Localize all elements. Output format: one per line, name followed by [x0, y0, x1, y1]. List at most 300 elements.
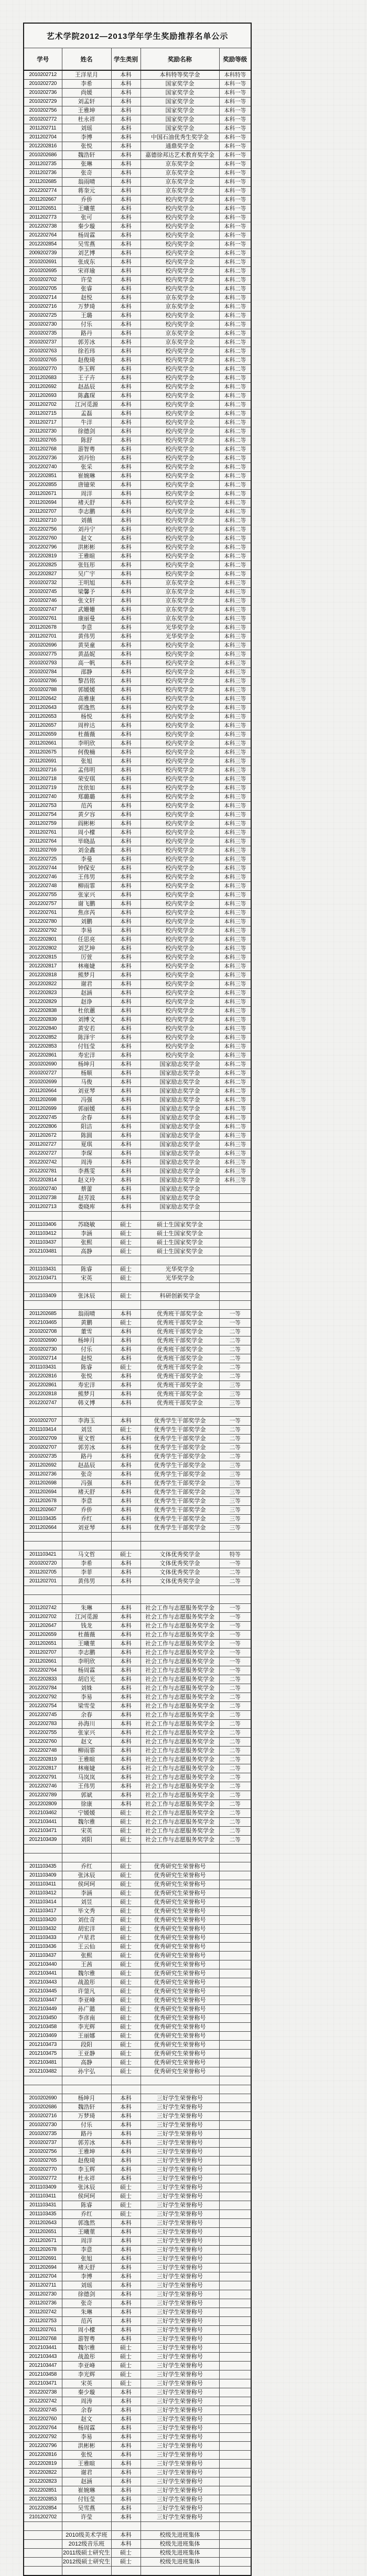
name-cell: 黄昊童	[62, 641, 111, 650]
student-id-cell: 2011202664	[24, 1524, 62, 1533]
award-name-cell: 硕士生国家奖学金	[141, 1247, 219, 1256]
award-level-cell	[219, 2460, 251, 2469]
award-level-cell	[219, 1996, 251, 2005]
student-id-cell: 2010202730	[24, 1345, 62, 1354]
name-cell: 孟磊	[62, 409, 111, 418]
award-level-cell	[219, 1283, 251, 1292]
table-row	[24, 935, 251, 944]
student-id-cell	[24, 2567, 62, 2576]
name-cell: 陈泽宇	[62, 1033, 111, 1042]
table-row	[24, 2290, 251, 2299]
award-name-cell	[141, 1256, 219, 1265]
award-name-cell: 国家励志奖学金	[141, 1194, 219, 1203]
student-type-cell: 本科	[111, 873, 141, 882]
award-name-cell: 京东奖学金	[141, 160, 219, 169]
student-id-cell: 2101202702	[24, 2513, 62, 2522]
table-row	[24, 1025, 251, 1033]
table-row	[24, 1559, 251, 1568]
student-id-cell: 2012202801	[24, 935, 62, 944]
award-level-cell	[219, 2281, 251, 2290]
name-cell: 任思亮	[62, 935, 111, 944]
name-cell: 熊梦月	[62, 971, 111, 980]
award-name-cell: 优秀研究生荣誉称号	[141, 2023, 219, 2032]
table-row	[24, 766, 251, 775]
award-name-cell: 三好学生荣誉称号	[141, 2255, 219, 2264]
name-cell: 赵悦	[62, 1354, 111, 1363]
table-row	[24, 2451, 251, 2460]
table-row	[24, 1907, 251, 1916]
student-type-cell: 本科	[111, 668, 141, 677]
student-id-cell: 2011103435	[24, 1515, 62, 1524]
award-level-cell	[219, 1898, 251, 1907]
name-cell: 蒋奎元	[62, 187, 111, 196]
name-cell: 寿宏洋	[62, 1381, 111, 1390]
student-id-cell: 2010202707	[24, 1443, 62, 1452]
student-type-cell: 本科	[111, 276, 141, 285]
award-level-cell	[219, 2219, 251, 2228]
student-type-cell: 硕士	[111, 2379, 141, 2388]
student-id-cell: 2011202736	[24, 2299, 62, 2308]
award-level-cell	[219, 2272, 251, 2281]
student-type-cell: 本科	[111, 2397, 141, 2406]
student-id-cell: 2010202793	[24, 659, 62, 668]
name-cell: 赵涵	[62, 2477, 111, 2486]
award-level-cell: 本科三等	[219, 953, 251, 962]
name-cell: 王雅坤	[62, 106, 111, 115]
award-name-cell: 三好学生荣誉称号	[141, 2103, 219, 2112]
award-name-cell: 校内奖学金	[141, 490, 219, 499]
student-id-cell: 2012103443	[24, 1978, 62, 1987]
name-cell: 褚天舒	[62, 499, 111, 508]
award-name-cell: 优秀研究生荣誉称号	[141, 1943, 219, 1952]
student-type-cell: 硕士	[111, 2050, 141, 2058]
award-name-cell: 优秀学生干部奖学金	[141, 1452, 219, 1461]
table-row	[24, 2165, 251, 2174]
student-id-cell: 2012202851	[24, 2486, 62, 2495]
award-name-cell: 校内奖学金	[141, 775, 219, 784]
student-id-cell: 2012202796	[24, 2442, 62, 2451]
award-level-cell: 本科三等	[219, 1149, 251, 1158]
award-level-cell	[219, 1907, 251, 1916]
name-cell: 熊梦月	[62, 1390, 111, 1399]
student-type-cell: 本科	[111, 597, 141, 606]
table-row	[24, 481, 251, 490]
award-name-cell: 优秀学生干部奖学金	[141, 1488, 219, 1497]
table-row	[24, 1417, 251, 1426]
award-level-cell: 本科三等	[219, 650, 251, 659]
student-type-cell: 本科	[111, 739, 141, 748]
student-type-cell: 本科	[111, 1007, 141, 1016]
table-row	[24, 2183, 251, 2192]
award-level-cell	[219, 2139, 251, 2148]
name-cell: 孙宇弘	[62, 2067, 111, 2076]
student-type-cell: 本科	[111, 1648, 141, 1657]
table-row	[24, 2032, 251, 2041]
award-level-cell: 二等	[219, 1443, 251, 1452]
award-level-cell: 本科二等	[219, 267, 251, 276]
name-cell: 宁媛媛	[62, 1809, 111, 1818]
student-id-cell	[24, 2549, 62, 2558]
table-row	[24, 258, 251, 267]
name-cell: 刘阳	[62, 1836, 111, 1845]
student-id-cell: 2012103475	[24, 2050, 62, 2058]
name-cell	[62, 1542, 111, 1550]
student-type-cell: 本科	[111, 926, 141, 935]
name-cell: 唐镱荣	[62, 481, 111, 490]
name-cell: 郭芳冰	[62, 338, 111, 347]
student-type-cell: 本科	[111, 971, 141, 980]
student-id-cell: 2011202685	[24, 1310, 62, 1319]
student-id-cell: 2010202747	[24, 606, 62, 615]
award-level-cell: 一等	[219, 1666, 251, 1675]
student-type-cell: 本科	[111, 383, 141, 392]
table-row	[24, 454, 251, 463]
award-name-cell: 光华奖学金	[141, 623, 219, 632]
award-level-cell: 本科三等	[219, 695, 251, 704]
student-id-cell: 2010202775	[24, 650, 62, 659]
table-row	[24, 2540, 251, 2549]
award-name-cell: 校内奖学金	[141, 481, 219, 490]
student-type-cell	[111, 1212, 141, 1221]
student-id-cell	[24, 2531, 62, 2540]
name-cell	[62, 2085, 111, 2094]
name-cell: 马文哲	[62, 1550, 111, 1559]
award-level-cell: 本科三等	[219, 918, 251, 926]
award-level-cell: 二等	[219, 1577, 251, 1586]
student-id-cell: 2011202711	[24, 2281, 62, 2290]
student-id-cell: 2011202735	[24, 160, 62, 169]
student-type-cell: 本科	[111, 204, 141, 213]
name-cell: 高静	[62, 1247, 111, 1256]
award-level-cell: 本科二等	[219, 1087, 251, 1096]
table-row	[24, 1443, 251, 1452]
student-type-cell: 本科	[111, 677, 141, 686]
student-type-cell: 本科	[111, 196, 141, 204]
award-level-cell: 本科三等	[219, 1016, 251, 1025]
student-id-cell: 2012202745	[24, 2406, 62, 2415]
student-type-cell: 本科	[111, 1336, 141, 1345]
award-name-cell: 优秀研究生荣誉称号	[141, 1934, 219, 1943]
award-name-cell: 国家奖学金	[141, 124, 219, 133]
table-row	[24, 1640, 251, 1648]
student-type-cell: 本科	[111, 2460, 141, 2469]
award-level-cell: 二等	[219, 1747, 251, 1755]
award-level-cell	[219, 2032, 251, 2041]
student-id-cell: 2011103431	[24, 1363, 62, 1372]
student-type-cell: 硕士	[111, 1987, 141, 1996]
student-type-cell: 本科	[111, 2442, 141, 2451]
table-row	[24, 2460, 251, 2469]
student-id-cell: 2012202833	[24, 1675, 62, 1684]
name-cell: 马岚岚	[62, 1773, 111, 1782]
name-cell: 刘瑶	[62, 2281, 111, 2290]
student-type-cell: 本科	[111, 2281, 141, 2290]
student-id-cell: 2012202725	[24, 855, 62, 864]
student-id-cell: 2010202772	[24, 2174, 62, 2183]
award-name-cell: 京东奖学金	[141, 294, 219, 303]
student-id-cell: 2011202742	[24, 1604, 62, 1613]
student-id-cell: 2010202740	[24, 1185, 62, 1194]
student-type-cell: 硕士	[111, 1871, 141, 1880]
name-cell: 李博	[62, 2272, 111, 2281]
name-cell: 李易	[62, 2433, 111, 2442]
name-cell: 魏尔雅	[62, 1969, 111, 1978]
name-cell: 王丽娜	[62, 2032, 111, 2041]
student-id-cell: 2012202829	[24, 998, 62, 1007]
name-cell: 李涵	[62, 1230, 111, 1238]
award-name-cell: 三好学生荣誉称号	[141, 2228, 219, 2237]
award-name-cell: 社会工作与志愿服务奖学金	[141, 1648, 219, 1657]
student-id-cell: 2012202791	[24, 1773, 62, 1782]
student-type-cell: 本科	[111, 1435, 141, 1443]
award-level-cell: 本科一等	[219, 204, 251, 213]
name-cell: 寿宏洋	[62, 1051, 111, 1060]
student-id-cell: 2011202719	[24, 784, 62, 793]
award-level-cell: 本科一等	[219, 133, 251, 142]
award-level-cell: 二等	[219, 1818, 251, 1827]
table-row	[24, 2424, 251, 2433]
award-level-cell	[219, 2067, 251, 2076]
col-header-name: 姓名	[62, 48, 111, 71]
award-name-cell: 校内奖学金	[141, 231, 219, 240]
award-name-cell: 国家奖学金	[141, 89, 219, 98]
table-row	[24, 971, 251, 980]
student-type-cell	[111, 1586, 141, 1595]
student-id-cell: 2012103465	[24, 1319, 62, 1328]
student-type-cell: 硕士	[111, 2370, 141, 2379]
award-level-cell: 本科二等	[219, 418, 251, 427]
name-cell: 毕晓晶	[62, 837, 111, 846]
table-row	[24, 2415, 251, 2424]
table-row	[24, 1969, 251, 1978]
student-id-cell: 2011202642	[24, 695, 62, 704]
name-cell: 吴雪燕	[62, 2504, 111, 2513]
student-type-cell: 本科	[111, 294, 141, 303]
name-cell: 张采	[62, 463, 111, 472]
student-type-cell: 本科	[111, 935, 141, 944]
table-row	[24, 1889, 251, 1898]
award-name-cell: 优秀学生干部奖学金	[141, 1443, 219, 1452]
student-id-cell: 2011202769	[24, 846, 62, 855]
name-cell: 杜薇薇	[62, 1631, 111, 1640]
separator-row	[24, 1212, 251, 1221]
student-type-cell: 硕士	[111, 1969, 141, 1978]
name-cell: 杜薇薇	[62, 730, 111, 739]
student-type-cell: 硕士	[111, 2210, 141, 2219]
table-row	[24, 1871, 251, 1880]
student-id-cell: 2012202792	[24, 926, 62, 935]
student-id-cell: 2012103471	[24, 2379, 62, 2388]
table-row	[24, 285, 251, 294]
student-type-cell: 本科	[111, 1497, 141, 1506]
student-id-cell: 2012202783	[24, 1720, 62, 1729]
name-cell: 赵文	[62, 534, 111, 543]
student-type-cell: 本科	[111, 2406, 141, 2415]
name-cell: 李亚峰	[62, 2362, 111, 2370]
name-cell: 刘亚琴	[62, 1087, 111, 1096]
table-row	[24, 721, 251, 730]
student-type-cell: 本科	[111, 713, 141, 721]
award-level-cell	[219, 2183, 251, 2192]
award-name-cell: 光华奖学金	[141, 1265, 219, 1274]
student-id-cell: 2012103462	[24, 1809, 62, 1818]
student-id-cell	[24, 2522, 62, 2531]
award-name-cell	[141, 1408, 219, 1417]
student-id-cell: 2010202735	[24, 2130, 62, 2139]
award-level-cell	[219, 2558, 251, 2567]
table-row	[24, 659, 251, 668]
student-id-cell: 2010202772	[24, 115, 62, 124]
award-name-cell	[141, 1542, 219, 1550]
student-type-cell: 本科	[111, 2112, 141, 2121]
student-type-cell: 本科	[111, 1720, 141, 1729]
student-type-cell: 本科	[111, 1149, 141, 1158]
student-type-cell: 硕士	[111, 1319, 141, 1328]
award-level-cell: 本科二等	[219, 454, 251, 463]
award-name-cell: 社会工作与志愿服务奖学金	[141, 1666, 219, 1675]
student-id-cell: 2012202839	[24, 1016, 62, 1025]
table-row	[24, 516, 251, 525]
award-level-cell	[219, 1978, 251, 1987]
student-id-cell: 2012103439	[24, 1836, 62, 1845]
student-type-cell: 本科	[111, 2219, 141, 2228]
name-cell: 余春	[62, 1711, 111, 1720]
award-name-cell: 校内奖学金	[141, 570, 219, 579]
student-id-cell: 2011202718	[24, 775, 62, 784]
name-cell: 梁雪莹	[62, 1702, 111, 1711]
award-name-cell: 三好学生荣誉称号	[141, 2513, 219, 2522]
student-type-cell	[111, 1283, 141, 1292]
student-type-cell: 硕士	[111, 1265, 141, 1274]
student-type-cell: 硕士	[111, 2067, 141, 2076]
student-type-cell: 本科	[111, 543, 141, 552]
award-name-cell: 社会工作与志愿服务奖学金	[141, 1657, 219, 1666]
name-cell: 杨周霖	[62, 231, 111, 240]
name-cell: 刘金鑫	[62, 846, 111, 855]
award-name-cell: 嘉德徐邦达艺术教育奖学金	[141, 151, 219, 160]
name-cell: 刘丹宁	[62, 525, 111, 534]
student-id-cell: 2012202861	[24, 1051, 62, 1060]
student-id-cell: 2012202746	[24, 1782, 62, 1791]
student-id-cell: 2011103412	[24, 1230, 62, 1238]
award-name-cell: 社会工作与志愿服务奖学金	[141, 1613, 219, 1622]
award-name-cell: 校内奖学金	[141, 436, 219, 445]
table-row	[24, 2148, 251, 2157]
col-header-award-name: 奖励名称	[141, 48, 219, 71]
table-row	[24, 1648, 251, 1657]
award-name-cell: 国家励志奖学金	[141, 1176, 219, 1185]
award-level-cell	[219, 1533, 251, 1542]
student-type-cell: 本科	[111, 1114, 141, 1123]
student-type-cell: 本科	[111, 249, 141, 258]
student-id-cell: 2012202809	[24, 1800, 62, 1809]
name-cell: 黄伟男	[62, 1577, 111, 1586]
award-level-cell: 本科三等	[219, 971, 251, 980]
award-name-cell: 三好学生荣誉称号	[141, 2139, 219, 2148]
table-row	[24, 775, 251, 784]
award-level-cell: 本科三等	[219, 837, 251, 846]
name-cell: 黄伟男	[62, 632, 111, 641]
student-id-cell: 2012103449	[24, 2005, 62, 2014]
student-type-cell: 本科	[111, 1693, 141, 1702]
student-id-cell: 2012202817	[24, 1764, 62, 1773]
student-type-cell: 本科	[111, 2121, 141, 2130]
student-id-cell: 2012202852	[24, 1033, 62, 1042]
award-name-cell: 三好学生荣誉称号	[141, 2451, 219, 2460]
award-level-cell	[219, 2504, 251, 2513]
award-name-cell: 硕士生国家奖学金	[141, 1230, 219, 1238]
award-name-cell: 优秀班干部奖学金	[141, 1372, 219, 1381]
student-type-cell	[111, 1853, 141, 1862]
award-name-cell: 三好学生荣誉称号	[141, 2183, 219, 2192]
award-level-cell: 本科三等	[219, 864, 251, 873]
separator-row	[24, 1542, 251, 1550]
award-name-cell: 优秀班干部奖学金	[141, 1328, 219, 1336]
award-level-cell: 二等	[219, 1336, 251, 1345]
award-name-cell: 国家奖学金	[141, 80, 219, 89]
student-id-cell: 2011103437	[24, 1952, 62, 1960]
table-row	[24, 552, 251, 561]
table-row	[24, 160, 251, 169]
award-name-cell: 通鼎奖学金	[141, 142, 219, 151]
award-level-cell	[219, 2522, 251, 2531]
award-name-cell: 优秀研究生荣誉称号	[141, 2067, 219, 2076]
student-type-cell: 本科	[111, 1613, 141, 1622]
table-row	[24, 1747, 251, 1755]
name-cell: 徐若玮	[62, 347, 111, 356]
award-level-cell: 二等	[219, 1328, 251, 1336]
table-row	[24, 525, 251, 534]
award-name-cell: 校内奖学金	[141, 953, 219, 962]
student-id-cell: 2011202693	[24, 392, 62, 401]
student-type-cell: 本科	[111, 855, 141, 864]
table-row	[24, 303, 251, 311]
name-cell: 李光辉	[62, 2370, 111, 2379]
award-name-cell: 优秀学生干部奖学金	[141, 1524, 219, 1533]
award-name-cell: 国家励志奖学金	[141, 1158, 219, 1167]
student-type-cell: 硕士	[111, 1943, 141, 1952]
table-row	[24, 2504, 251, 2513]
award-level-cell	[219, 1925, 251, 1934]
award-name-cell: 三好学生荣誉称号	[141, 2237, 219, 2246]
student-type-cell: 本科	[111, 463, 141, 472]
student-type-cell: 硕士	[111, 2549, 141, 2558]
name-cell: 荣安琪	[62, 775, 111, 784]
student-id-cell: 2012202760	[24, 534, 62, 543]
student-id-cell	[24, 1533, 62, 1542]
table-row	[24, 508, 251, 516]
award-level-cell	[219, 2317, 251, 2326]
table-row	[24, 2317, 251, 2326]
student-id-cell: 2010202712	[24, 70, 62, 80]
award-level-cell: 本科二等	[219, 543, 251, 552]
name-cell: 赵俊琦	[62, 356, 111, 365]
award-name-cell: 社会工作与志愿服务奖学金	[141, 1747, 219, 1755]
award-level-cell: 本科一等	[219, 89, 251, 98]
name-cell: 康丽曼	[62, 615, 111, 623]
student-type-cell: 本科	[111, 1417, 141, 1426]
award-name-cell: 京东奖学金	[141, 338, 219, 347]
student-type-cell: 本科	[111, 1452, 141, 1461]
table-row	[24, 962, 251, 971]
student-type-cell: 本科	[111, 1577, 141, 1586]
name-cell: 翁雨晴	[62, 178, 111, 187]
award-level-cell: 一等	[219, 1640, 251, 1648]
table-row	[24, 1167, 251, 1176]
name-cell: 张奇	[62, 169, 111, 178]
name-cell: 付乐	[62, 320, 111, 329]
award-level-cell	[219, 1185, 251, 1194]
